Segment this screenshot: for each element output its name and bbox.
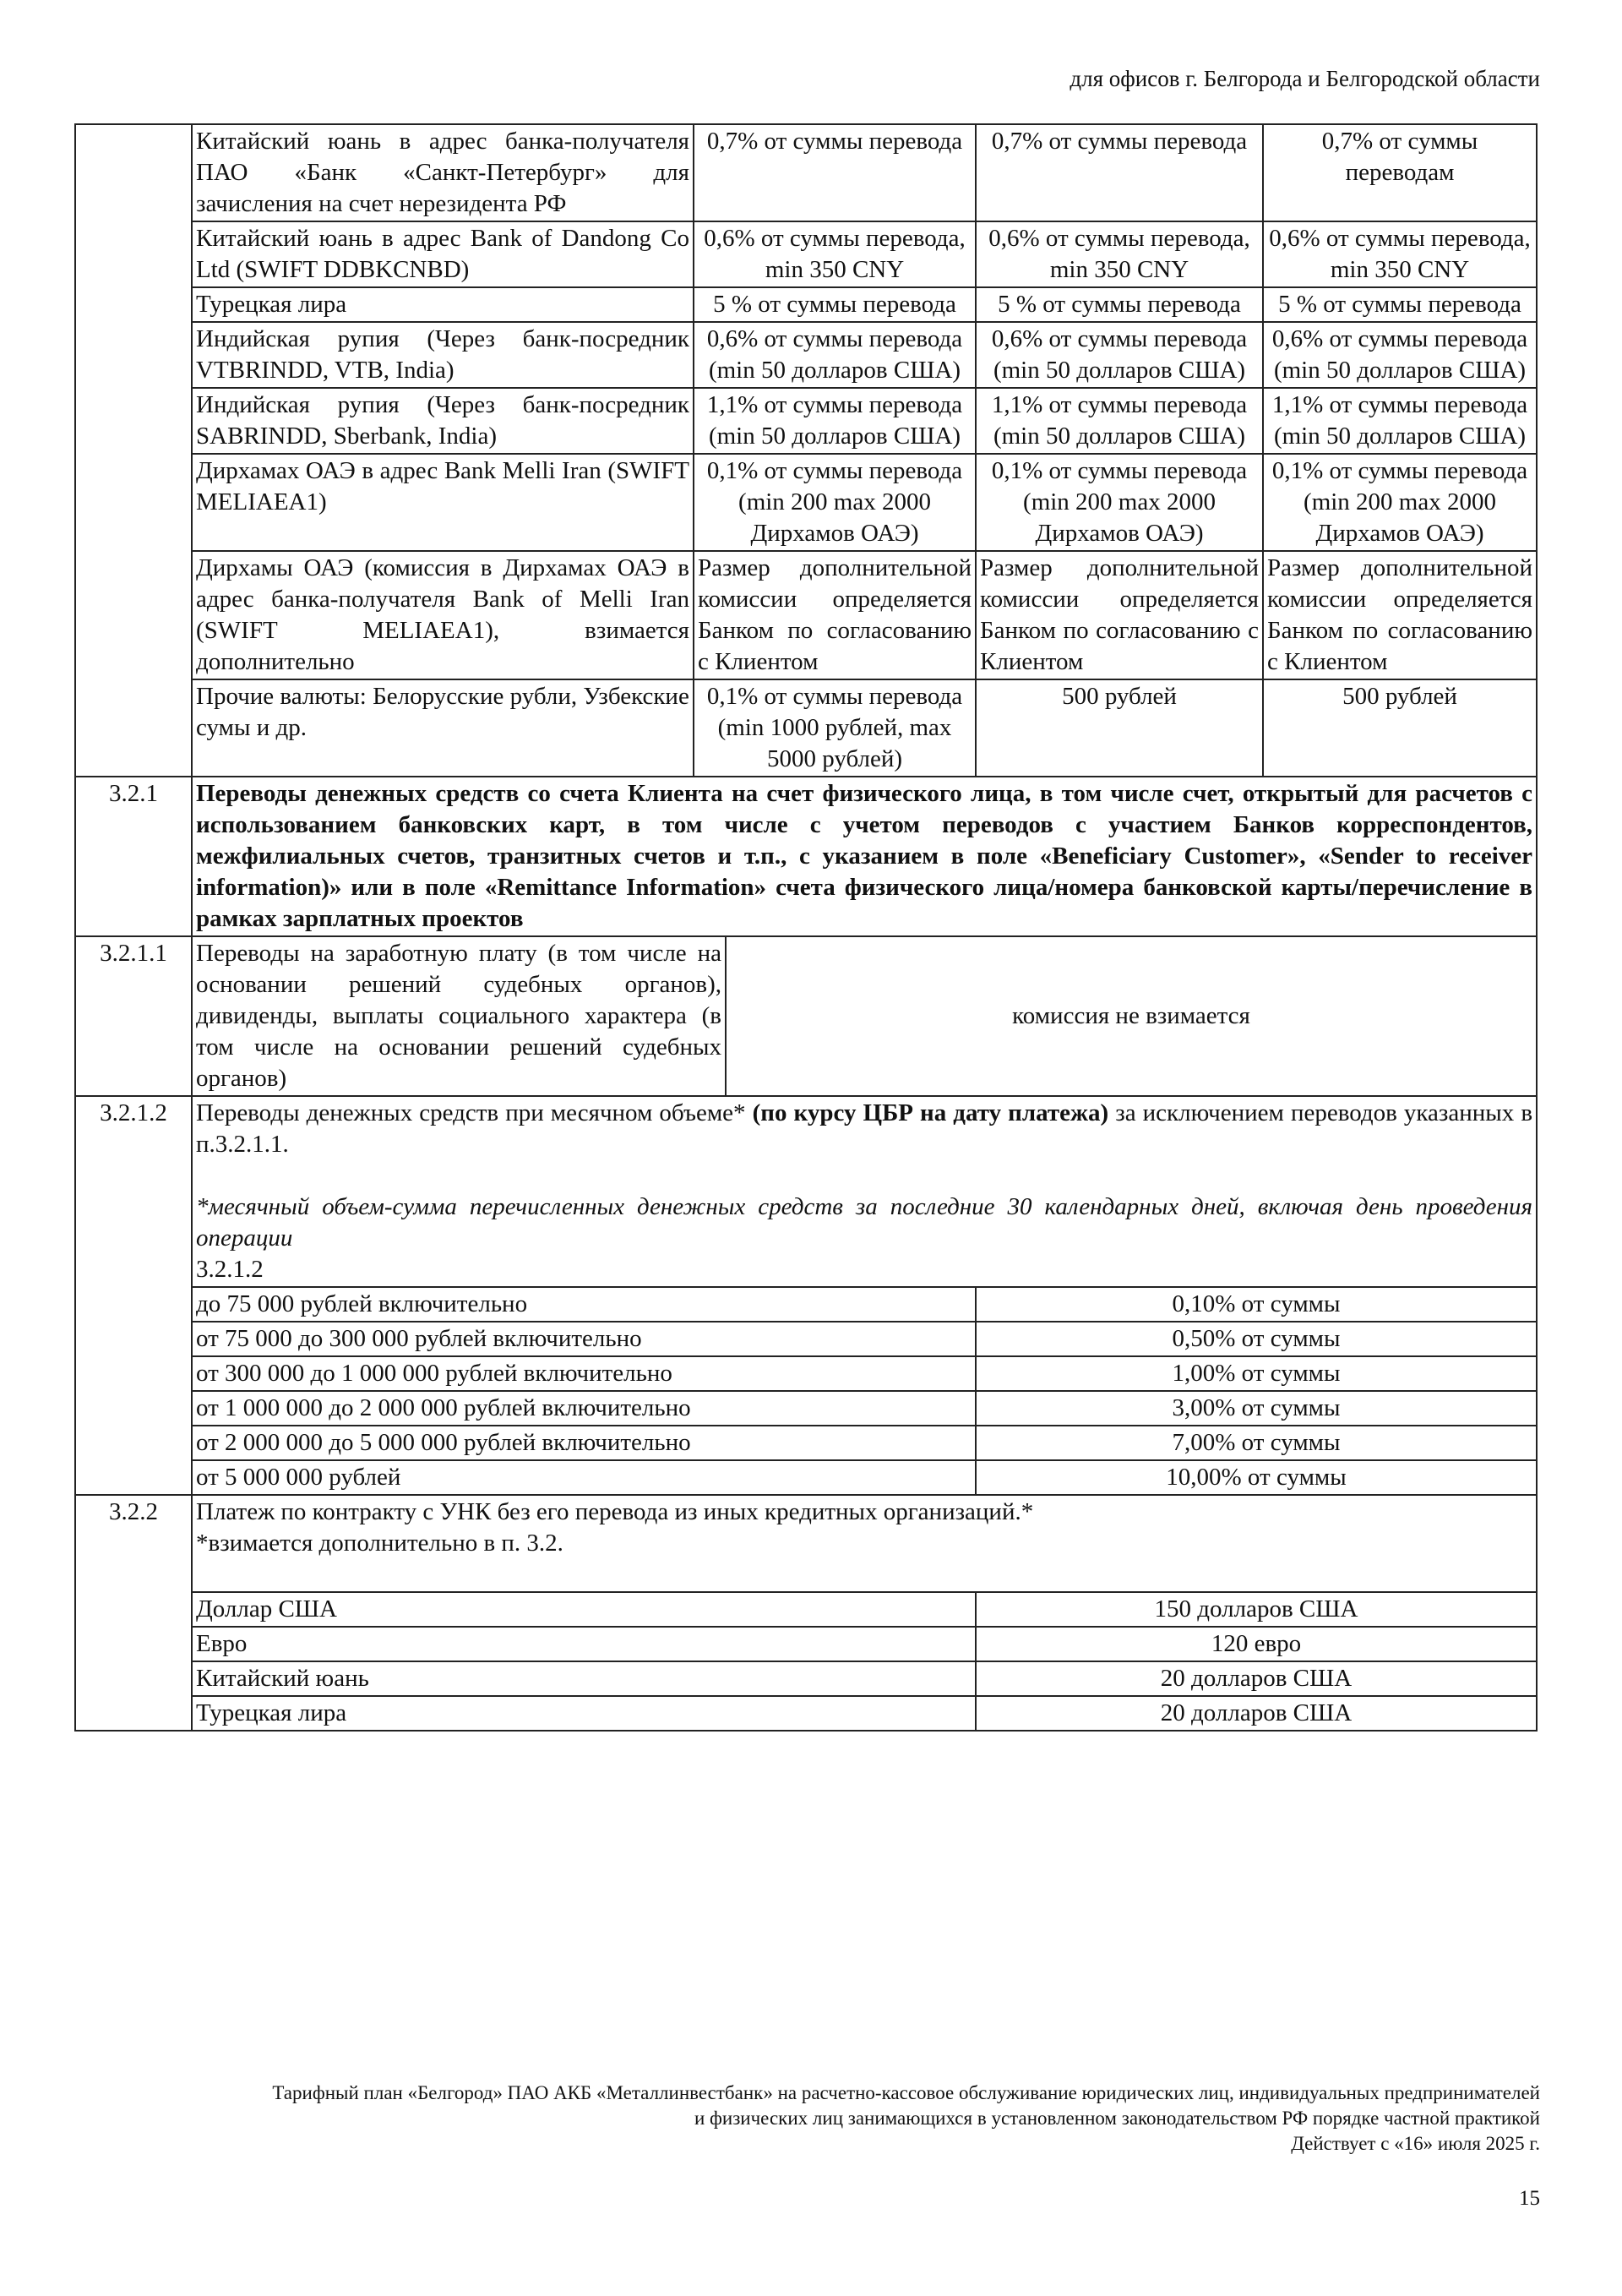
- table-row: [75, 551, 1537, 679]
- currency-name: Евро: [192, 1627, 976, 1661]
- fee-cell: 5 % от суммы перевода: [1263, 287, 1537, 322]
- table-row: [75, 124, 1537, 221]
- section-text: за исключением переводов указанных в п.3.2.1.1.: [196, 1099, 1533, 1158]
- fee-cell: 0,1% от суммы перевода (min 200 max 2000 Дирхамов ОАЭ): [1263, 454, 1537, 551]
- footer-effective-date: Действует с «16» июля 2025 г.: [1291, 2133, 1540, 2154]
- fee-cell: 0,1% от суммы перевода (min 200 max 2000 Дирхамов ОАЭ): [694, 454, 976, 551]
- section-text-bold: (по курсу ЦБР на дату платежа): [745, 1099, 1109, 1126]
- tier-range: от 1 000 000 до 2 000 000 рублей включительно: [192, 1391, 976, 1426]
- fee-cell: Размер дополнительной комиссии определяется Банком по согласованию с Клиентом: [1263, 551, 1537, 679]
- table-row: [75, 1356, 1537, 1391]
- fee-cell: 0,6% от суммы перевода, min 350 CNY: [976, 221, 1263, 287]
- row-number-cell: [75, 124, 192, 777]
- currency-name: Доллар США: [192, 1592, 976, 1627]
- table-row: [75, 388, 1537, 454]
- fee-cell: 0,7% от суммы переводам: [1263, 124, 1537, 221]
- section-text: Переводы денежных средств при месячном объеме*: [196, 1099, 746, 1126]
- tier-fee: 1,00% от суммы: [976, 1356, 1537, 1391]
- section-reference: 3.2.1.2: [196, 1256, 264, 1283]
- fee-cell: 0,6% от суммы перевода (min 50 долларов США): [1263, 322, 1537, 388]
- tariff-table: [74, 123, 1538, 1732]
- currency-name: Дирхамах ОАЭ в адрес Bank Melli Iran (SWIFT MELIAEA1): [192, 454, 694, 551]
- table-row: [75, 287, 1537, 322]
- fee-cell: 150 долларов США: [976, 1592, 1537, 1627]
- fee-cell: 0,6% от суммы перевода, min 350 CNY: [1263, 221, 1537, 287]
- fee-cell: Размер дополнительной комиссии определяется Банком по согласованию с Клиентом: [976, 551, 1263, 679]
- tier-range: от 75 000 до 300 000 рублей включительно: [192, 1322, 976, 1356]
- footer-line: Тарифный план «Белгород» ПАО АКБ «Металлинвестбанк» на расчетно-кассовое обслуживание юридических лиц, индивидуальных предпринимателей: [272, 2082, 1540, 2103]
- table-row: [75, 1592, 1537, 1627]
- section-title: Переводы денежных средств со счета Клиента на счет физического лица, в том числе счет, открытый для расчетов с использованием банковских карт, в том числе с учетом переводов с участием Банков корреспондентов, межфилиальных счетов, транзитных счетов и т.п., с указанием в поле «Beneficiary Customer», «Sender to receiver information)» или в поле «Remittance Information» счета физического лица/номера банковской карты/перечисление в рамках зарплатных проектов: [192, 777, 1537, 936]
- section-number: 3.2.1.2: [75, 1096, 192, 1495]
- section-text-block: [192, 1495, 1537, 1592]
- fee-cell: 500 рублей: [1263, 679, 1537, 777]
- tier-range: от 300 000 до 1 000 000 рублей включительно: [192, 1356, 976, 1391]
- table-row: [75, 1426, 1537, 1460]
- footnote: *месячный объем-сумма перечисленных денежных средств за последние 30 календарных дней, включая день проведения операции: [196, 1193, 1533, 1252]
- currency-name: Китайский юань в адрес Bank of Dandong Co Ltd (SWIFT DDBKCNBD): [192, 221, 694, 287]
- fee-cell: 0,6% от суммы перевода, min 350 CNY: [694, 221, 976, 287]
- currency-name: Дирхамы ОАЭ (комиссия в Дирхамах ОАЭ в адрес банка-получателя Bank of Melli Iran (SWIFT MELIAEA1), взимается дополнительно: [192, 551, 694, 679]
- tier-fee: 7,00% от суммы: [976, 1426, 1537, 1460]
- fee-cell: Размер дополнительной комиссии определяется Банком по согласованию с Клиентом: [694, 551, 976, 679]
- table-row: [75, 221, 1537, 287]
- fee-cell: комиссия не взимается: [726, 936, 1537, 1096]
- section-text-block: [192, 1096, 1537, 1287]
- currency-name: Турецкая лира: [192, 287, 694, 322]
- fee-cell: 1,1% от суммы перевода (min 50 долларов США): [694, 388, 976, 454]
- tier-range: до 75 000 рублей включительно: [192, 1287, 976, 1322]
- section-number: 3.2.1: [75, 777, 192, 936]
- tier-fee: 0,50% от суммы: [976, 1322, 1537, 1356]
- page-header: для офисов г. Белгорода и Белгородской области: [1070, 66, 1540, 91]
- currency-name: Китайский юань: [192, 1661, 976, 1696]
- fee-cell: 0,1% от суммы перевода (min 200 max 2000 Дирхамов ОАЭ): [976, 454, 1263, 551]
- table-row: [75, 1661, 1537, 1696]
- fee-cell: 500 рублей: [976, 679, 1263, 777]
- fee-cell: 0,6% от суммы перевода (min 50 долларов США): [694, 322, 976, 388]
- currency-name: Индийская рупия (Через банк-посредник SABRINDD, Sberbank, India): [192, 388, 694, 454]
- currency-name: Прочие валюты: Белорусские рубли, Узбекские сумы и др.: [192, 679, 694, 777]
- fee-cell: 0,7% от суммы перевода: [694, 124, 976, 221]
- section-note: *взимается дополнительно в п. 3.2.: [196, 1530, 563, 1557]
- fee-cell: 5 % от суммы перевода: [694, 287, 976, 322]
- section-number: 3.2.2: [75, 1495, 192, 1731]
- page-footer: [272, 2081, 1540, 2157]
- fee-cell: 20 долларов США: [976, 1696, 1537, 1731]
- fee-cell: 5 % от суммы перевода: [976, 287, 1263, 322]
- tier-range: от 5 000 000 рублей: [192, 1460, 976, 1495]
- page-number: 15: [1519, 2187, 1540, 2210]
- fee-cell: 20 долларов США: [976, 1661, 1537, 1696]
- table-row: [75, 1322, 1537, 1356]
- tier-fee: 0,10% от суммы: [976, 1287, 1537, 1322]
- tier-fee: 10,00% от суммы: [976, 1460, 1537, 1495]
- table-row: [75, 1696, 1537, 1731]
- section-text: Платеж по контракту с УНК без его перевода из иных кредитных организаций.*: [196, 1498, 1034, 1525]
- section-row-3-2-2: [75, 1495, 1537, 1592]
- fee-cell: 0,6% от суммы перевода (min 50 долларов США): [976, 322, 1263, 388]
- table-row: [75, 322, 1537, 388]
- fee-cell: 0,7% от суммы перевода: [976, 124, 1263, 221]
- fee-cell: 120 евро: [976, 1627, 1537, 1661]
- table-row: [75, 454, 1537, 551]
- table-row: [75, 1391, 1537, 1426]
- section-row-3-2-1-2: [75, 1096, 1537, 1287]
- section-row-3-2-1-1: [75, 936, 1537, 1096]
- table-row: [75, 1287, 1537, 1322]
- section-number: 3.2.1.1: [75, 936, 192, 1096]
- fee-cell: 1,1% от суммы перевода (min 50 долларов США): [1263, 388, 1537, 454]
- section-text: Переводы на заработную плату (в том числе на основании решений судебных органов), дивиденды, выплаты социального характера (в том числе на основании решений судебных органов): [192, 936, 726, 1096]
- fee-cell: 0,1% от суммы перевода (min 1000 рублей, max 5000 рублей): [694, 679, 976, 777]
- currency-name: Турецкая лира: [192, 1696, 976, 1731]
- fee-cell: 1,1% от суммы перевода (min 50 долларов США): [976, 388, 1263, 454]
- currency-name: Индийская рупия (Через банк-посредник VTBRINDD, VTB, India): [192, 322, 694, 388]
- table-row: [75, 679, 1537, 777]
- tier-range: от 2 000 000 до 5 000 000 рублей включительно: [192, 1426, 976, 1460]
- tier-fee: 3,00% от суммы: [976, 1391, 1537, 1426]
- section-row-3-2-1: [75, 777, 1537, 936]
- currency-name: Китайский юань в адрес банка-получателя ПАО «Банк «Санкт-Петербург» для зачисления на счет нерезидента РФ: [192, 124, 694, 221]
- footer-line: и физических лиц занимающихся в установленном законодательством РФ порядке частной практикой: [694, 2108, 1540, 2129]
- table-row: [75, 1627, 1537, 1661]
- table-row: [75, 1460, 1537, 1495]
